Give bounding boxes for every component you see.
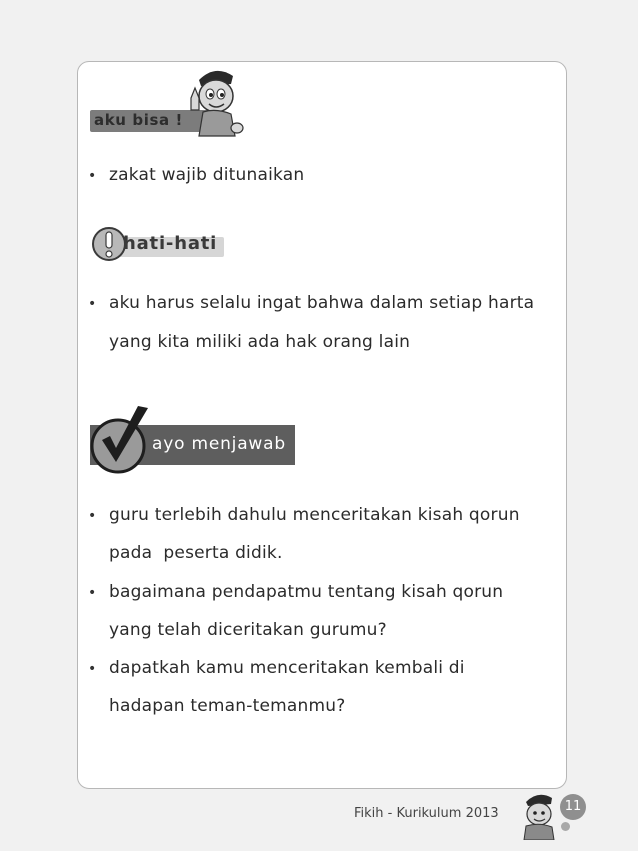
hati-hati-bullet-1-line-1: aku harus selalu ingat bahwa dalam setiap harta	[109, 293, 535, 313]
decorative-dot	[561, 822, 570, 831]
page-number: 11	[560, 794, 586, 820]
footer-title: Fikih - Kurikulum 2013	[354, 806, 499, 821]
boy-mascot-icon	[518, 790, 560, 840]
bullet-dot: •	[88, 296, 97, 312]
bullet-dot: •	[88, 168, 97, 184]
ayo-bullet-3-line-2: hadapan teman-temanmu?	[109, 696, 346, 716]
bullet-dot: •	[88, 661, 97, 677]
ayo-bullet-1-line-2: pada peserta didik.	[109, 543, 283, 563]
aku-bisa-label: aku bisa !	[94, 111, 183, 129]
hati-hati-label: hati-hati	[123, 233, 218, 254]
checkmark-icon	[88, 404, 154, 476]
ayo-bullet-1-line-1: guru terlebih dahulu menceritakan kisah qorun	[109, 505, 520, 525]
hati-hati-bullet-1-line-2: yang kita miliki ada hak orang lain	[109, 332, 411, 352]
ayo-bullet-3-line-1: dapatkah kamu menceritakan kembali di	[109, 658, 465, 678]
boy-mascot-icon	[185, 64, 247, 138]
ayo-menjawab-label: ayo menjawab	[152, 434, 286, 454]
bullet-dot: •	[88, 508, 97, 524]
ayo-bullet-2-line-2: yang telah diceritakan gurumu?	[109, 620, 387, 640]
exclamation-icon	[91, 226, 127, 262]
bullet-dot: •	[88, 585, 97, 601]
ayo-bullet-2-line-1: bagaimana pendapatmu tentang kisah qorun	[109, 582, 504, 602]
aku-bisa-bullet-1: zakat wajib ditunaikan	[109, 165, 305, 185]
